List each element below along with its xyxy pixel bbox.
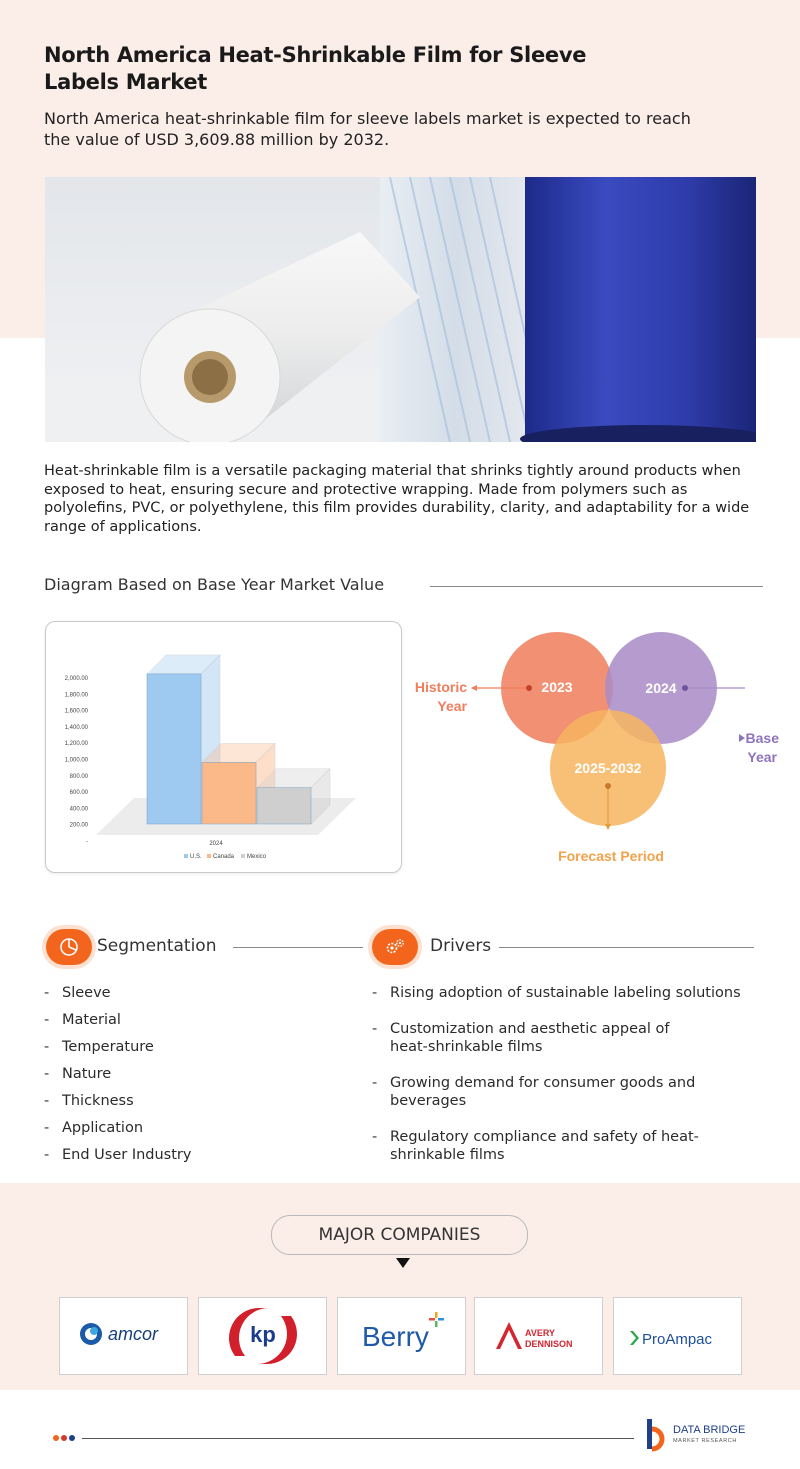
x-category-label: 2024 <box>209 841 223 847</box>
historic-label-line2: Year <box>437 698 467 714</box>
drivers-badge <box>372 929 418 965</box>
brand-line1: DATA BRIDGE <box>673 1424 746 1436</box>
forecast-period-label: Forecast Period <box>558 848 664 864</box>
historic-arrow-icon <box>471 685 477 691</box>
intro-paragraph: Heat-shrinkable film is a versatile packaging material that shrinks tightly around products when exposed to heat, ensuring secure and protective wrapping. Made from polymers such as polyolefins, PVC, or polyethylene, this film provides durability, clarity, and adaptability for a wide range of applications. <box>44 463 750 535</box>
diagram-heading: Diagram Based on Base Year Market Value <box>44 575 385 594</box>
segment-item: - Temperature <box>44 1038 344 1065</box>
major-companies-heading: MAJOR COMPANIES <box>271 1215 528 1255</box>
segment-item: - Sleeve <box>44 984 344 1011</box>
base-label-line2: Year <box>747 749 777 765</box>
footer-dot-blue <box>69 1435 75 1441</box>
proampac-chevron-icon <box>630 1331 639 1345</box>
y-tick-label: 1,400.00 <box>64 724 88 731</box>
driver-item: - Customization and aesthetic appeal of heat-shrinkable films <box>372 1020 710 1056</box>
berry-star-icon <box>429 1312 444 1327</box>
y-tick-label: 1,000.00 <box>64 757 88 764</box>
brand-line2: MARKET RESEARCH <box>673 1438 737 1444</box>
historic-label-line1: Historic <box>414 679 467 695</box>
legend-label: U.S. <box>190 854 202 860</box>
segmentation-badge <box>46 929 92 965</box>
segment-item: - Nature <box>44 1065 344 1092</box>
forecast-years-label: 2025-2032 <box>574 760 642 776</box>
gears-icon <box>384 937 406 957</box>
proampac-wordmark: ProAmpac <box>642 1331 713 1348</box>
bar-chart-svg <box>46 622 401 872</box>
y-tick-label: - <box>86 839 88 845</box>
legend-swatch <box>184 854 188 858</box>
y-tick-label: 1,800.00 <box>64 692 88 699</box>
down-triangle-icon <box>396 1258 410 1268</box>
segment-item: - Application <box>44 1119 344 1146</box>
historic-dot <box>526 685 532 691</box>
hero-image-film-rolls <box>45 177 756 442</box>
driver-item: - Regulatory compliance and safety of heat-shrinkable films <box>372 1128 710 1164</box>
amcor-wordmark: amcor <box>108 1324 159 1344</box>
kp-logo-card <box>198 1297 327 1375</box>
segmentation-rule <box>233 947 363 948</box>
page-title: North America Heat-Shrinkable Film for Sleeve Labels Market <box>44 43 587 94</box>
footer-dot-red <box>61 1435 67 1441</box>
legend-swatch <box>207 854 211 858</box>
drivers-list <box>372 984 762 1182</box>
y-tick-label: 1,200.00 <box>64 741 88 748</box>
avery-mark-icon <box>496 1322 522 1349</box>
base-year-chart <box>45 621 402 873</box>
kp-wordmark: kp <box>250 1322 276 1347</box>
driver-item: - Growing demand for consumer goods and beverages <box>372 1074 740 1110</box>
year-2024-label: 2024 <box>645 680 677 696</box>
bar-canada <box>202 762 256 824</box>
y-tick-label: 800.00 <box>69 773 88 780</box>
y-tick-label: 600.00 <box>69 790 88 797</box>
diagram-heading-rule <box>430 586 763 587</box>
y-tick-label: 1,600.00 <box>64 708 88 715</box>
base-label-line1: Base <box>745 730 779 746</box>
y-tick-label: 2,000.00 <box>64 676 88 682</box>
segmentation-list <box>44 984 344 1173</box>
segment-item: - Material <box>44 1011 344 1038</box>
pie-chart-icon <box>59 937 79 957</box>
footer-rule <box>82 1438 634 1439</box>
avery-wordmark-line2: DENNISON <box>525 1339 573 1349</box>
data-bridge-logo <box>643 1417 763 1453</box>
base-dot <box>682 685 688 691</box>
driver-item: - Rising adoption of sustainable labeling solutions <box>372 984 762 1002</box>
drivers-rule <box>499 947 754 948</box>
avery-dennison-logo-card <box>474 1297 603 1375</box>
berry-logo-card <box>337 1297 466 1375</box>
bar-us <box>147 674 201 824</box>
base-arrow-icon <box>739 734 745 742</box>
year-venn-diagram <box>405 620 800 880</box>
avery-wordmark-line1: AVERY <box>525 1328 556 1338</box>
amcor-logo-card <box>59 1297 188 1375</box>
page-subtitle: North America heat-shrinkable film for sleeve labels market is expected to reach the value of USD 3,609.88 million by 2032. <box>44 109 691 149</box>
legend-label: Canada <box>213 854 235 860</box>
berry-wordmark: Berry <box>362 1321 429 1352</box>
footer-dot-orange <box>53 1435 59 1441</box>
forecast-arrow-icon <box>605 824 611 830</box>
drivers-title: Drivers <box>430 936 492 956</box>
segment-item: - End User Industry <box>44 1146 344 1173</box>
segment-item: - Thickness <box>44 1092 344 1119</box>
bar-mexico <box>257 788 311 824</box>
year-2023-label: 2023 <box>541 679 573 695</box>
legend-label: Mexico <box>247 854 267 860</box>
segmentation-title: Segmentation <box>97 936 217 956</box>
proampac-logo-card <box>613 1297 742 1375</box>
forecast-dot <box>605 783 611 789</box>
data-bridge-mark-icon <box>647 1419 662 1449</box>
y-tick-label: 200.00 <box>69 822 88 829</box>
legend-swatch <box>241 854 245 858</box>
y-tick-label: 400.00 <box>69 806 88 813</box>
